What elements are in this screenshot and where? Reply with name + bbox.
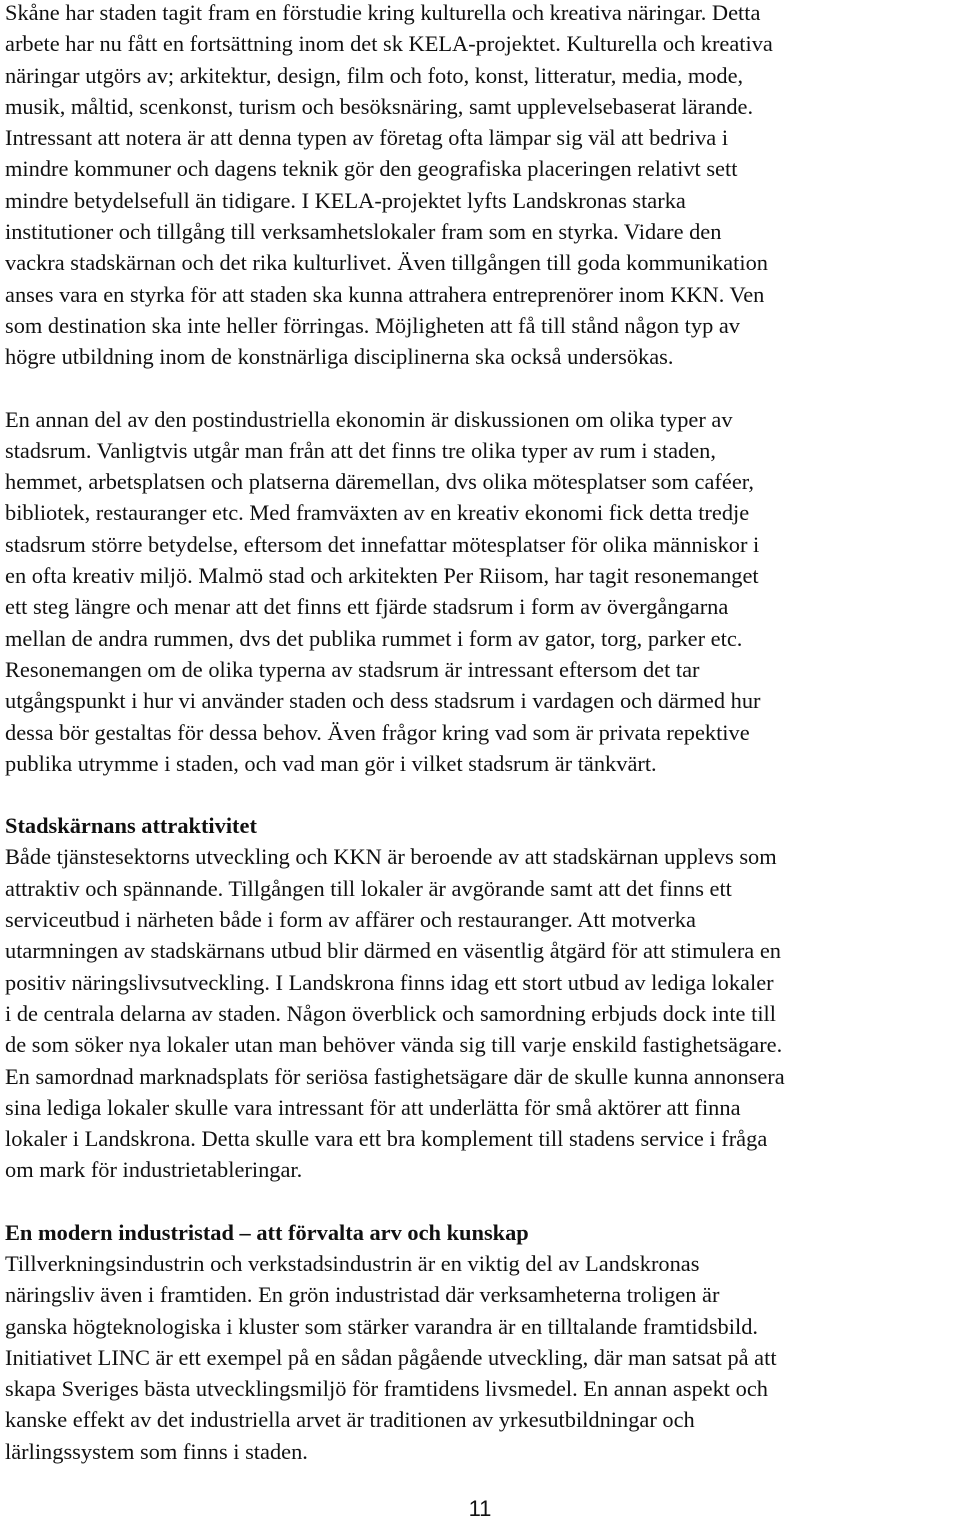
paragraph-kkn-intro: Skåne har staden tagit fram en förstudie kring kulturella och kreativa näringar. Detta arbete har nu fått en fortsättning inom det sk KELA-projektet. Kulturella och kreativa näringar utgörs av; arkitektur, design, film och foto, konst, litteratur, media, mode, musik, måltid, scenkonst, turism och besöksnäring, samt upplevelsebaserat lärande. Intressant att notera är att denna typen av företag ofta lämpar sig väl att bedriva i mindre kommuner och dagens teknik gör den geografiska placeringen relativt sett mindre betydelsefull än tidigare. I KELA-projektet lyfts Landskronas starka institutioner och tillgång till verksamhetslokaler fram som en styrka. Vidare den vackra stadskärnan och det rika kulturlivet. Även tillgången till goda kommunikation anses vara en styrka för att staden ska kunna attrahera entreprenörer inom KKN. Ven som destination ska inte heller förringas. Möjligheten att få till stånd någon typ av högre utbildning inom de konstnärliga disciplinerna ska också undersökas. — [5, 0, 773, 370]
section-modern-industristad — [5, 1217, 957, 1467]
section-heading: Stadskärnans attraktivitet — [5, 813, 257, 839]
page-number: 11 — [468, 1496, 492, 1521]
document-page — [5, 0, 957, 1467]
section-body: Både tjänstesektorns utveckling och KKN är beroende av att stadskärnan upplevs som attraktiv och spännande. Tillgången till lokaler är avgörande samt att det finns ett serviceutbud i närheten både i form av affärer och restauranger. Att motverka utarmningen av stadskärnans utbud blir därmed en väsentlig åtgärd för att stimulera en positiv näringslivsutveckling. I Landskrona finns idag ett stort utbud av lediga lokaler i de centrala delarna av staden. Någon överblick och samordning erbjuds dock inte till de som söker nya lokaler utan man behöver vända sig till varje enskild fastighetsägare. En samordnad marknadsplats för seriösa fastighetsägare där de skulle kunna annonsera sina lediga lokaler skulle vara intressant för att underlätta för små aktörer att finna lokaler i Landskrona. Detta skulle vara ett bra komplement till stadens service i fråga om mark för industrietableringar. — [5, 844, 785, 1183]
section-body: Tillverkningsindustrin och verkstadsindustrin är en viktig del av Landskronas näringsliv även i framtiden. En grön industristad där verksamheterna troligen är ganska högteknologiska i kluster som stärker varandra är en tilltalande framtidsbild. Initiativet LINC är ett exempel på en sådan pågående utveckling, där man satsat på att skapa Sveriges bästa utvecklingsmiljö för framtidens livsmedel. En annan aspekt och kanske effekt av det industriella arvet är traditionen av yrkesutbildningar och lärlingssystem som finns i staden. — [5, 1250, 777, 1464]
section-stadskarnans-attraktivitet — [5, 810, 957, 1186]
section-heading: En modern industristad – att förvalta arv och kunskap — [5, 1219, 529, 1245]
paragraph-stadsrum: En annan del av den postindustriella ekonomin är diskussionen om olika typer av stadsrum. Vanligtvis utgår man från att det finns tre olika typer av rum i staden, hemmet, arbetsplatsen och platserna däremellan, dvs olika mötesplatser som caféer, bibliotek, restauranger etc. Med framväxten av en kreativ ekonomi fick detta tredje stadsrum större betydelse, eftersom det innefattar mötesplatser för olika människor i en ofta kreativ miljö. Malmö stad och arkitekten Per Riisom, har tagit resonemanget ett steg längre och menar att det finns ett fjärde stadsrum i form av övergångarna mellan de andra rummen, dvs det publika rummet i form av gator, torg, parker etc. Resonemangen om de olika typerna av stadsrum är intressant eftersom det tar utgångspunkt i hur vi använder staden och dess stadsrum i vardagen och därmed hur dessa bör gestaltas för dessa behov. Även frågor kring vad som är privata repektive publika utrymme i staden, och vad man gör i vilket stadsrum är tänkvärt. — [5, 406, 761, 776]
